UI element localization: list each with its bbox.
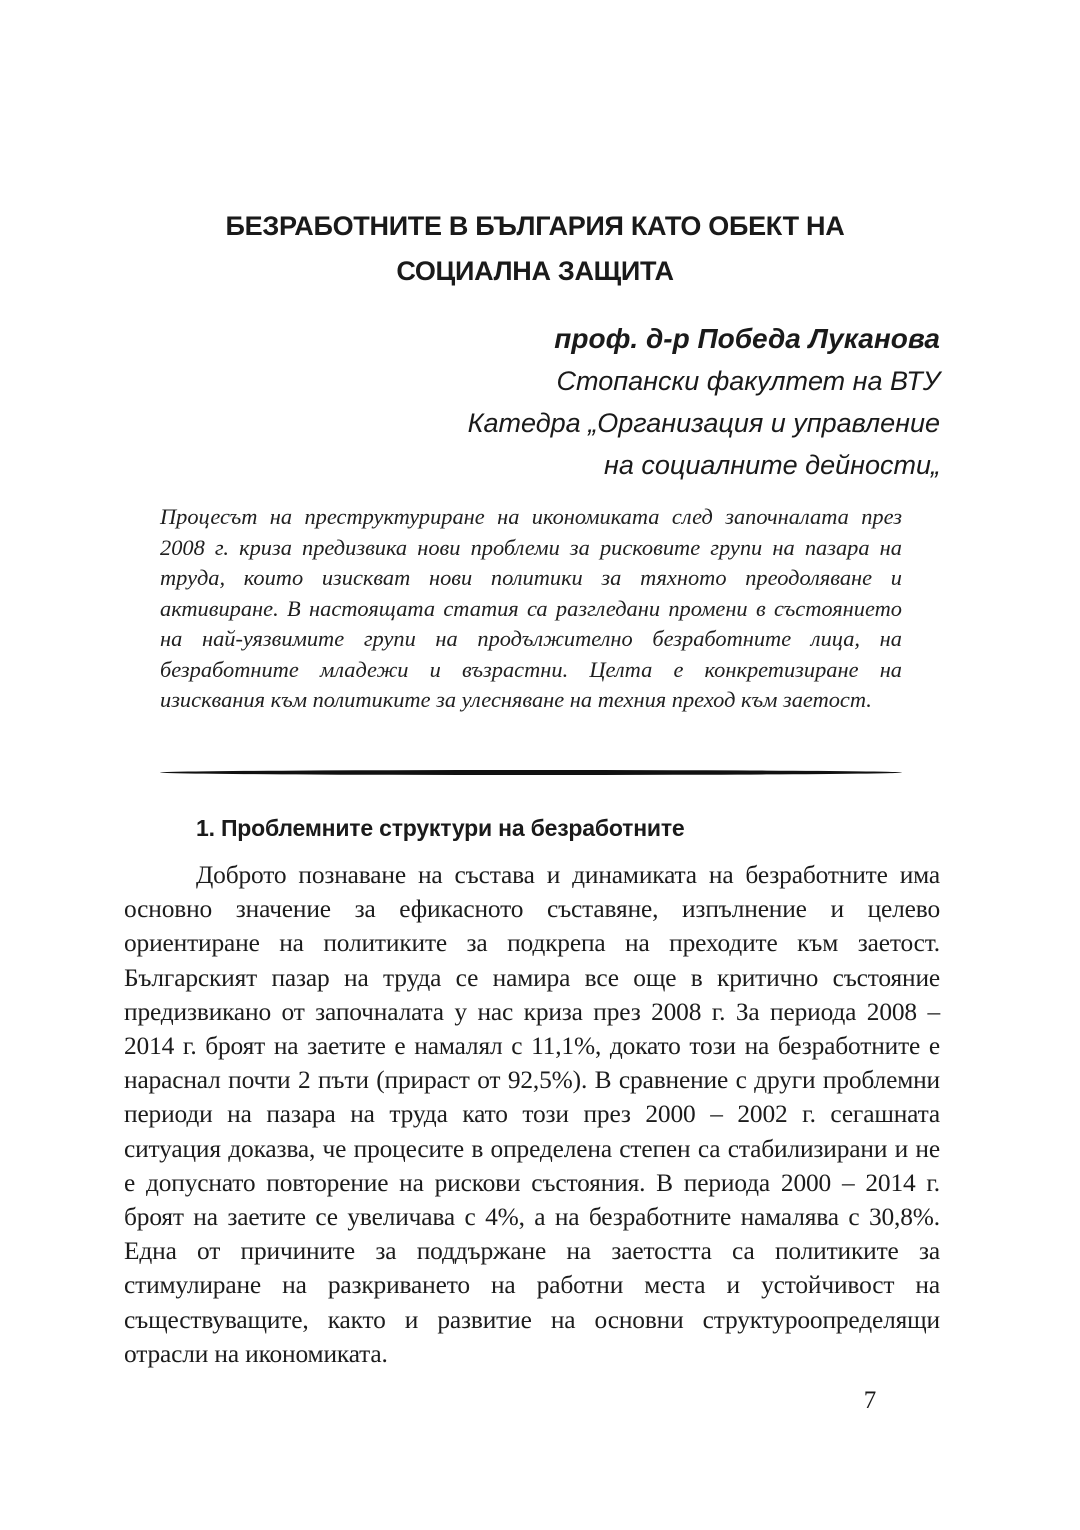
article-title-line-1: БЕЗРАБОТНИТЕ В БЪЛГАРИЯ КАТО ОБЕКТ НА <box>225 211 845 241</box>
affiliation-line-2: Катедра „Организация и управление <box>467 408 940 438</box>
article-title <box>150 204 920 294</box>
section-heading: 1. Проблемните структури на безработните <box>196 815 685 841</box>
affiliation-line-3: на социалните дейности„ <box>604 450 940 480</box>
page-number: 7 <box>863 1387 877 1414</box>
abstract: Процесът на преструктуриране на икономиката след започналата през 2008 г. криза предизвика нови проблеми за рисковите групи на пазара на труда, които изискват нови политики за тяхното преодоляване и активиране. В настоящата статия са разгледани промени в състоянието на най-уязвимите групи на продължително безработните лица, на безработните младежи и възрастни. Целта е конкретизиране на изисквания към политиките за улесняване на техния преход към заетост. <box>160 504 902 712</box>
author-name: проф. д-р Победа Луканова <box>554 323 940 354</box>
section-divider <box>160 770 902 775</box>
article-title-line-2: СОЦИАЛНА ЗАЩИТА <box>396 256 674 286</box>
author-block <box>380 318 940 486</box>
body-paragraph: Доброто познаване на състава и динамиката на безработните има основно значение за ефикасното съставяне, изпълнение и целево ориентиране на политиките за подкрепа на преходите към заетост. Българският пазар на труда се намира все още в критично състояние предизвикано от започналата у нас криза през 2008 г. За периода 2008 – 2014 г. броят на заетите е намалял с 11,1%, докато този на безработните е нараснал почти 2 пъти (прираст от 92,5%). В сравнение с други проблемни периоди на пазара на труда като този през 2000 – 2002 г. сегашната ситуация доказва, че процесите в определена степен са стабилизирани и не е допуснато повторение на рискови състояния. В периода 2000 – 2014 г. броят на заетите се увеличава с 4%, а на безработните намалява с 30,8%. Една от причините за поддържане на заетостта са политиките за стимулиране на разкриването на работни места и устойчивост на съществуващите, както и развитие на основни структуроопределящи отрасли на икономиката. <box>124 861 940 1368</box>
affiliation-line-1: Стопански факултет на ВТУ <box>556 366 940 396</box>
